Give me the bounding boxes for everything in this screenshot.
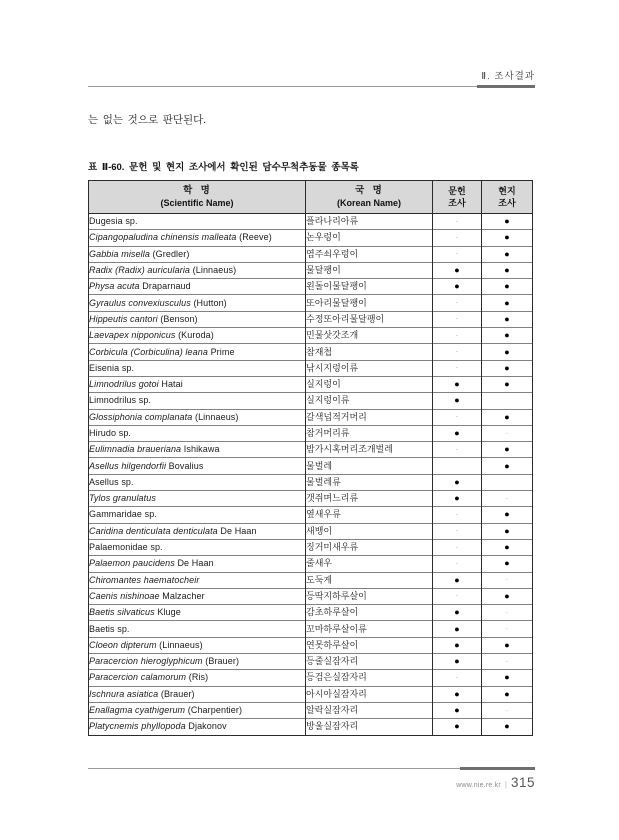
absence-mark: ·	[482, 572, 533, 588]
table-row	[89, 621, 533, 637]
presence-mark: ●	[482, 588, 533, 604]
absence-mark: ·	[482, 491, 533, 507]
table-row	[89, 719, 533, 735]
scientific-name-cell: Baetis silvaticus Kluge	[89, 605, 306, 621]
footer-website: www.nie.re.kr	[456, 782, 501, 789]
presence-mark: ●	[433, 262, 482, 278]
absence-mark: ·	[433, 328, 482, 344]
table-caption: 표 Ⅱ-60. 문헌 및 현지 조사에서 확인된 담수무척추동물 종목록	[88, 162, 359, 173]
absence-mark: ·	[433, 409, 482, 425]
korean-name-cell: 갯쥐며느리류	[306, 491, 433, 507]
absence-mark: ·	[433, 344, 482, 360]
absence-mark: ·	[482, 605, 533, 621]
running-head	[88, 68, 535, 82]
absence-mark: ·	[433, 360, 482, 376]
scientific-name-cell: Paracercion calamorum (Ris)	[89, 670, 306, 686]
scientific-name-cell: Caenis nishinoae Malzacher	[89, 588, 306, 604]
table-row	[89, 637, 533, 653]
presence-mark: ●	[482, 230, 533, 246]
absence-mark: ·	[433, 311, 482, 327]
scientific-name-cell: Limnodrilus gotoi Hatai	[89, 376, 306, 392]
table-row	[89, 360, 533, 376]
table-row	[89, 491, 533, 507]
korean-name-cell: 징거미새우류	[306, 539, 433, 555]
species-table	[88, 180, 533, 736]
korean-name-cell: 염주쇠우렁이	[306, 246, 433, 262]
korean-name-cell: 밤가시혹머리조개벌레	[306, 442, 433, 458]
table-row	[89, 279, 533, 295]
presence-mark: ●	[482, 507, 533, 523]
running-head-text: Ⅱ. 조사결과	[481, 71, 535, 82]
korean-name-cell: 논우렁이	[306, 230, 433, 246]
korean-name-cell: 알락실잠자리	[306, 702, 433, 718]
absence-mark: ·	[482, 702, 533, 718]
table-row	[89, 686, 533, 702]
absence-mark: ·	[482, 654, 533, 670]
presence-mark: ●	[433, 572, 482, 588]
table-row	[89, 328, 533, 344]
empty-mark	[482, 474, 533, 490]
korean-name-cell: 줄새우	[306, 556, 433, 572]
presence-mark: ●	[433, 393, 482, 409]
scientific-name-cell: Physa acuta Draparnaud	[89, 279, 306, 295]
scientific-name-cell: Radix (Radix) auricularia (Linnaeus)	[89, 262, 306, 278]
presence-mark: ●	[433, 425, 482, 441]
absence-mark: ·	[433, 214, 482, 230]
footer-rule	[88, 768, 535, 769]
absence-mark: ·	[433, 539, 482, 555]
presence-mark: ●	[482, 214, 533, 230]
presence-mark: ●	[482, 719, 533, 735]
empty-mark	[433, 458, 482, 474]
absence-mark: ·	[433, 507, 482, 523]
presence-mark: ●	[433, 702, 482, 718]
korean-name-cell: 물달팽이	[306, 262, 433, 278]
column-header-scientific-name-en: (Scientific Name)	[160, 198, 234, 209]
species-table-body	[89, 214, 533, 736]
scientific-name-cell: Baetis sp.	[89, 621, 306, 637]
scientific-name-cell: Platycnemis phyllopoda Djakonov	[89, 719, 306, 735]
scientific-name-cell: Laevapex nipponicus (Kuroda)	[89, 328, 306, 344]
presence-mark: ●	[482, 295, 533, 311]
presence-mark: ●	[433, 474, 482, 490]
presence-mark: ●	[482, 409, 533, 425]
korean-name-cell: 갈색넙적거머리	[306, 409, 433, 425]
column-header-korean-name-ko: 국 명	[355, 184, 383, 196]
absence-mark: ·	[433, 523, 482, 539]
scientific-name-cell: Ischnura asiatica (Brauer)	[89, 686, 306, 702]
scientific-name-cell: Paracercion hieroglyphicum (Brauer)	[89, 654, 306, 670]
table-row	[89, 523, 533, 539]
presence-mark: ●	[433, 654, 482, 670]
scientific-name-cell: Tylos granulatus	[89, 491, 306, 507]
scientific-name-cell: Gyraulus convexiusculus (Hutton)	[89, 295, 306, 311]
table-row	[89, 214, 533, 230]
presence-mark: ●	[482, 246, 533, 262]
table-row	[89, 295, 533, 311]
table-row	[89, 588, 533, 604]
scientific-name-cell: Asellus hilgendorfii Bovalius	[89, 458, 306, 474]
absence-mark: ·	[433, 246, 482, 262]
presence-mark: ●	[482, 556, 533, 572]
footer-rule-accent	[460, 767, 535, 771]
column-header-korean-name-en: (Korean Name)	[336, 198, 401, 209]
korean-name-cell: 감초하루살이	[306, 605, 433, 621]
table-row	[89, 262, 533, 278]
table-row	[89, 539, 533, 555]
scientific-name-cell: Enallagma cyathigerum (Charpentier)	[89, 702, 306, 718]
table-row	[89, 425, 533, 441]
presence-mark: ●	[433, 376, 482, 392]
column-header-korean-name	[306, 181, 433, 214]
presence-mark: ●	[433, 279, 482, 295]
scientific-name-cell: Palaemon paucidens De Haan	[89, 556, 306, 572]
presence-mark: ●	[482, 637, 533, 653]
korean-name-cell: 등딱지하루살이	[306, 588, 433, 604]
table-row	[89, 458, 533, 474]
table-row	[89, 507, 533, 523]
scientific-name-cell: Limnodrilus sp.	[89, 393, 306, 409]
table-row	[89, 344, 533, 360]
column-header-field-line2: 조사	[498, 198, 516, 208]
table-row	[89, 409, 533, 425]
table-row	[89, 230, 533, 246]
scientific-name-cell: Eisenia sp.	[89, 360, 306, 376]
korean-name-cell: 아시아실잠자리	[306, 686, 433, 702]
scientific-name-cell: Cipangopaludina chinensis malleata (Reeve)	[89, 230, 306, 246]
column-header-field-survey	[482, 181, 533, 214]
table-row	[89, 572, 533, 588]
species-table-header	[89, 181, 533, 214]
korean-name-cell: 옆새우류	[306, 507, 433, 523]
table-row	[89, 654, 533, 670]
korean-name-cell: 플라나리아류	[306, 214, 433, 230]
header-rule	[88, 86, 535, 87]
column-header-scientific-name	[89, 181, 306, 214]
absence-mark: ·	[433, 442, 482, 458]
table-row	[89, 556, 533, 572]
presence-mark: ●	[482, 442, 533, 458]
presence-mark: ●	[482, 279, 533, 295]
scientific-name-cell: Dugesia sp.	[89, 214, 306, 230]
header-row	[89, 181, 533, 214]
scientific-name-cell: Hippeutis cantori (Benson)	[89, 311, 306, 327]
absence-mark: ·	[433, 556, 482, 572]
presence-mark: ●	[482, 360, 533, 376]
korean-name-cell: 수정또아리물달팽이	[306, 311, 433, 327]
presence-mark: ●	[482, 523, 533, 539]
scientific-name-cell: Caridina denticulata denticulata De Haan	[89, 523, 306, 539]
table-row	[89, 702, 533, 718]
table-row	[89, 670, 533, 686]
presence-mark: ●	[433, 491, 482, 507]
presence-mark: ●	[433, 621, 482, 637]
scientific-name-cell: Gabbia misella (Gredler)	[89, 246, 306, 262]
scientific-name-cell: Corbicula (Corbiculina) leana Prime	[89, 344, 306, 360]
table-row	[89, 442, 533, 458]
scientific-name-cell: Cloeon dipterum (Linnaeus)	[89, 637, 306, 653]
column-header-scientific-name-ko: 학 명	[183, 184, 211, 196]
intro-sentence: 는 없는 것으로 판단된다.	[88, 115, 206, 126]
table-row	[89, 246, 533, 262]
scientific-name-cell: Glossiphonia complanata (Linnaeus)	[89, 409, 306, 425]
absence-mark: ·	[433, 588, 482, 604]
korean-name-cell: 물벌레류	[306, 474, 433, 490]
presence-mark: ●	[433, 637, 482, 653]
table-row	[89, 376, 533, 392]
korean-name-cell: 새뱅이	[306, 523, 433, 539]
korean-name-cell: 도둑게	[306, 572, 433, 588]
absence-mark: ·	[433, 670, 482, 686]
absence-mark: ·	[482, 425, 533, 441]
table-row	[89, 605, 533, 621]
absence-mark: ·	[433, 295, 482, 311]
absence-mark: ·	[482, 621, 533, 637]
column-header-literature-line2: 조사	[448, 198, 466, 208]
scientific-name-cell: Gammaridae sp.	[89, 507, 306, 523]
presence-mark: ●	[482, 344, 533, 360]
presence-mark: ●	[482, 686, 533, 702]
korean-name-cell: 물벌레	[306, 458, 433, 474]
scientific-name-cell: Hirudo sp.	[89, 425, 306, 441]
korean-name-cell: 실지렁이	[306, 376, 433, 392]
absence-mark: ·	[433, 230, 482, 246]
column-header-literature-line1: 문헌	[448, 185, 466, 196]
table-row	[89, 311, 533, 327]
presence-mark: ●	[482, 311, 533, 327]
scientific-name-cell: Chiromantes haematocheir	[89, 572, 306, 588]
table-row	[89, 393, 533, 409]
korean-name-cell: 연못하루살이	[306, 637, 433, 653]
korean-name-cell: 등검은실잠자리	[306, 670, 433, 686]
scientific-name-cell: Palaemonidae sp.	[89, 539, 306, 555]
presence-mark: ●	[482, 328, 533, 344]
korean-name-cell: 실지렁이류	[306, 393, 433, 409]
footer-separator: |	[504, 780, 507, 789]
column-header-literature-survey	[433, 181, 482, 214]
korean-name-cell: 참거머리류	[306, 425, 433, 441]
empty-mark	[482, 393, 533, 409]
korean-name-cell: 낚시지렁이류	[306, 360, 433, 376]
column-header-field-line1: 현지	[498, 185, 516, 196]
presence-mark: ●	[482, 262, 533, 278]
korean-name-cell: 참재첩	[306, 344, 433, 360]
presence-mark: ●	[433, 605, 482, 621]
presence-mark: ●	[482, 376, 533, 392]
presence-mark: ●	[482, 539, 533, 555]
presence-mark: ●	[433, 719, 482, 735]
korean-name-cell: 왼돌이물달팽이	[306, 279, 433, 295]
page-footer	[88, 775, 535, 790]
presence-mark: ●	[482, 458, 533, 474]
scientific-name-cell: Asellus sp.	[89, 474, 306, 490]
korean-name-cell: 민물삿갓조개	[306, 328, 433, 344]
header-rule-accent	[477, 85, 535, 88]
table-row	[89, 474, 533, 490]
footer-page-number: 315	[510, 775, 535, 790]
korean-name-cell: 꼬마하루살이류	[306, 621, 433, 637]
presence-mark: ●	[482, 670, 533, 686]
korean-name-cell: 등줄실잠자리	[306, 654, 433, 670]
presence-mark: ●	[433, 686, 482, 702]
korean-name-cell: 방울실잠자리	[306, 719, 433, 735]
korean-name-cell: 또아리물달팽이	[306, 295, 433, 311]
scientific-name-cell: Eulimnadia braueriana Ishikawa	[89, 442, 306, 458]
